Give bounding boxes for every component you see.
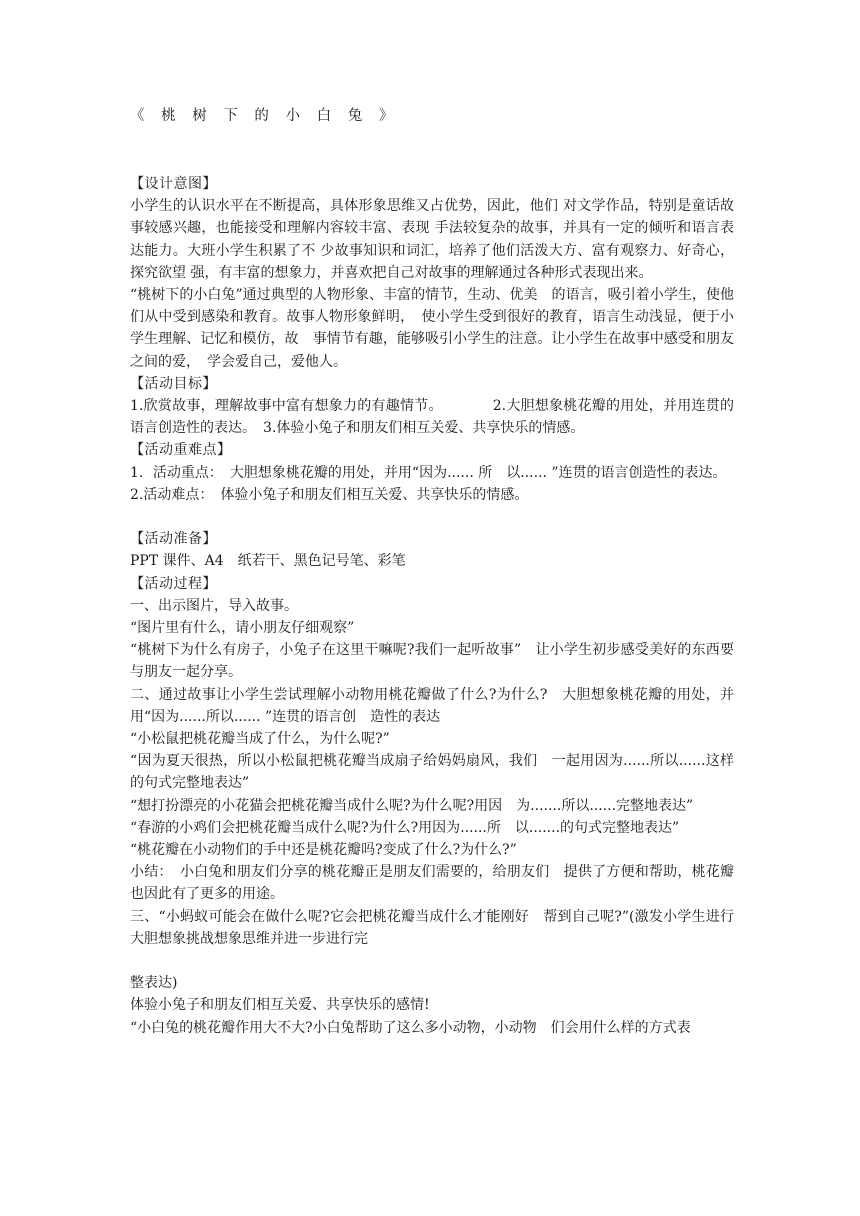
paragraph-final-quote: “小白兔的桃花瓣作用大不大?小白兔帮助了这么多小动物，小动物 们会用什么样的方式表 [130,1019,691,1036]
paragraph-process-quote-6: “春游的小鸡们会把桃花瓣当成什么呢?为什么?用因为......所 以.......的句式完整地表达” [130,819,680,836]
blank-line [130,506,734,528]
paragraph-difficult-point: 2.活动难点： 体验小兔子和朋友们相互关爱、共享快乐的情感。 [130,486,529,503]
paragraph-preparation: PPT 课件、A4 纸若干、黑色记号笔、彩笔 [130,553,406,570]
paragraph-process-quote-1: “图片里有什么，请小朋友仔细观察” [130,620,355,637]
paragraph-design-intent-1: 小学生的认识水平在不断提高，具体形象思维又占优势，因此，他们 对文学作品，特别是童话故事较感兴趣，也能接受和理解内容较丰富、表现 手法较复杂的故事，并具有一定的倾听和语言表达能力。大班小学生积累了不 少故事知识和词汇，培养了他们活泼大方、富有观察力、好奇心，探究欲望 强，有丰富的想象力，并喜欢把自己对故事的理解通过各种形式表现出来。 [130,198,734,281]
paragraph-goals: 1.欣赏故事，理解故事中富有想象力的有趣情节。 2.大胆想象桃花瓣的用处，并用连贯的语言创造性的表达。 3.体验小兔子和朋友们相互关爱、共享快乐的情感。 [130,398,734,437]
paragraph-process-quote-2: “桃树下为什么有房子，小兔子在这里干嘛呢?我们一起听故事” 让小学生初步感受美好的东西要与朋友一起分享。 [130,642,734,681]
section-heading-goals: 【活动目标】 [130,375,217,392]
paragraph-experience: 体验小兔子和朋友们相互关爱、共享快乐的感情! [130,997,430,1014]
paragraph-process-step-3-end: 整表达) [130,975,178,992]
section-heading-key-points: 【活动重难点】 [130,442,232,459]
section-heading-process: 【活动过程】 [130,575,217,592]
section-heading-preparation: 【活动准备】 [130,531,217,548]
paragraph-process-quote-3: “小松鼠把桃花瓣当成了什么，为什么呢?” [130,731,390,748]
paragraph-process-step-2: 二、通过故事让小学生尝试理解小动物用桃花瓣做了什么?为什么? 大胆想象桃花瓣的用处，并用“因为......所以...... ”连贯的语言创 造性的表达 [130,686,734,725]
paragraph-process-quote-4: “因为夏天很热，所以小松鼠把桃花瓣当成扇子给妈妈扇风，我们 一起用因为......所以......这样的句式完整地表达” [130,753,734,792]
paragraph-process-step-1: 一、出示图片，导入故事。 [130,597,298,614]
paragraph-design-intent-2: “桃树下的小白兔”通过典型的人物形象、丰富的情节，生动、优美 的语言，吸引着小学生，使他们从中受到感染和教育。故事人物形象鲜明， 使小学生受到很好的教育，语言生动浅显，便于小学生理解、记忆和模仿，故 事情节有趣，能够吸引小学生的注意。让小学生在故事中感受和朋友之间的爱， 学会爱自己，爱他人。 [130,287,734,370]
paragraph-key-point: 1．活动重点： 大胆想象桃花瓣的用处，并用“因为...... 所 以...... ”连贯的语言创造性的表达。 [130,464,727,481]
paragraph-process-step-3: 三、“小蚂蚁可能会在做什么呢?它会把桃花瓣当成什么才能刚好 帮到自己呢?”(激发小学生进行大胆想象挑战想象思维并进一步进行完 [130,908,734,947]
paragraph-process-quote-7: “桃花瓣在小动物们的手中还是桃花瓣吗?变成了什么?为什么?” [130,842,517,859]
section-heading-design-intent: 【设计意图】 [130,176,217,192]
paragraph-process-quote-5: “想打扮漂亮的小花猫会把桃花瓣当成什么呢?为什么呢?用因 为.......所以......完整地表达” [130,797,694,814]
document-body [130,173,734,1039]
blank-line [130,950,734,972]
document-title: 《 桃 树 下 的 小 白 兔 》 [130,108,400,124]
paragraph-summary: 小结： 小白兔和朋友们分享的桃花瓣正是朋友们需要的，给朋友们 提供了方便和帮助，桃花瓣也因此有了更多的用途。 [130,864,734,903]
